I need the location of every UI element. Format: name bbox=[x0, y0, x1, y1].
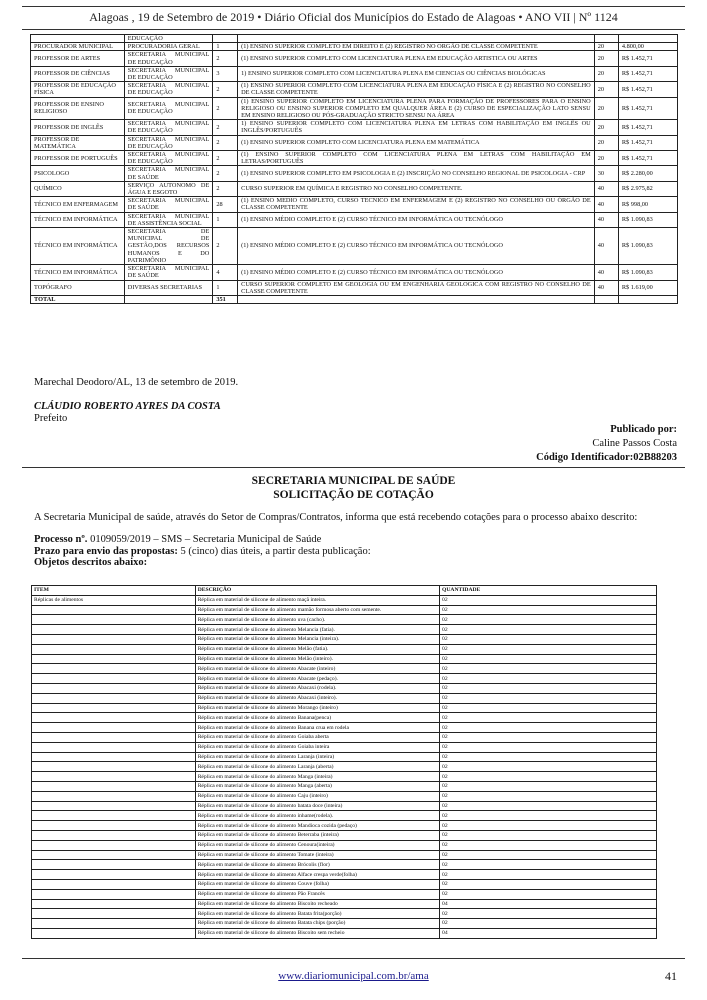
table-row bbox=[32, 909, 657, 919]
item-cell bbox=[32, 830, 196, 840]
description-cell: Réplica em material de silicone do alimento Batata chips (porção) bbox=[195, 919, 439, 929]
table-row bbox=[32, 732, 657, 742]
item-cell bbox=[32, 899, 196, 909]
description-cell: Réplica em material de silicone do alimento Abacate (pedaço). bbox=[195, 674, 439, 684]
item-cell bbox=[32, 615, 196, 625]
table-row bbox=[31, 51, 678, 66]
cargo-cell: PSICOLOGO bbox=[31, 166, 125, 181]
quantity-cell: 02 bbox=[440, 644, 657, 654]
table-row bbox=[32, 762, 657, 772]
table-row bbox=[32, 811, 657, 821]
total-label: TOTAL bbox=[31, 295, 125, 303]
hours-cell: 30 bbox=[594, 166, 618, 181]
quantity-cell: 02 bbox=[440, 772, 657, 782]
published-by-label: Publicado por: bbox=[610, 424, 677, 435]
salary-cell: R$ 998,00 bbox=[618, 197, 677, 212]
hours-cell: 20 bbox=[594, 66, 618, 81]
description-cell: Réplica em material de silicone do alimento Melancia (fatia). bbox=[195, 625, 439, 635]
hours-cell: 40 bbox=[594, 280, 618, 295]
description-cell: Réplica em material de silicone do alimento Banana(penca) bbox=[195, 713, 439, 723]
requirement-cell: CURSO SUPERIOR COMPLETO EM GEOLOGIA OU EM ENGENHARIA GEOLOGICA COM REGISTRO NO CONSELHO DE CLASSE COMPETENTE bbox=[238, 280, 595, 295]
description-cell: Réplica em material de silicone do alimento Beterraba (inteira) bbox=[195, 830, 439, 840]
quantity-cell: 02 bbox=[440, 781, 657, 791]
item-cell bbox=[32, 801, 196, 811]
quantity-cell: 04 bbox=[440, 928, 657, 938]
header-description: DESCRIÇÃO bbox=[195, 586, 439, 596]
salary-cell: R$ 1.090,83 bbox=[618, 265, 677, 280]
cargo-cell: TÉCNICO EM INFORMÁTICA bbox=[31, 228, 125, 265]
item-cell bbox=[32, 644, 196, 654]
description-cell: Réplica em material de silicone do alimento Laranja (inteira) bbox=[195, 752, 439, 762]
description-cell: Réplica em material de silicone do alimento Banana crua em rodela bbox=[195, 723, 439, 733]
item-cell bbox=[32, 732, 196, 742]
secretaria-cell: SECRETARIA MUNICIPAL DE EDUCAÇÃO bbox=[124, 82, 213, 97]
table-row bbox=[32, 928, 657, 938]
hours-cell: 20 bbox=[594, 97, 618, 120]
secretaria-cell: SECRETARIA MUNICIPAL DE EDUCAÇÃO bbox=[124, 151, 213, 166]
secretaria-cell: SECRETARIA MUNICIPAL DE EDUCAÇÃO bbox=[124, 66, 213, 81]
deadline-value: 5 (cinco) dias úteis, a partir desta publicação: bbox=[177, 545, 371, 557]
table-row bbox=[32, 781, 657, 791]
item-cell bbox=[32, 703, 196, 713]
salary-cell: R$ 1.090,83 bbox=[618, 228, 677, 265]
quantity-cell: 02 bbox=[440, 703, 657, 713]
quantity-cell: 02 bbox=[440, 654, 657, 664]
requirement-cell: (1) ENSINO SUPERIOR COMPLETO EM LICENCIATURA PLENA PARA FORMAÇÃO DE PROFESSORES PARA O ENSINO RELIGIOSO OU ENSINO SUPERIOR COMPLETO EM QUALQUER ÁREA E (2) CURSO DE ESPECIALIZAÇÃO LATO SENSU EM ENSINO RELIGIOSO OU PÓS-GRADUAÇÃO STRICTO SENSU NA ÁREA bbox=[238, 97, 595, 120]
vacancies-cell: 1 bbox=[213, 43, 238, 51]
description-cell: Réplica em material de silicone do alimento Melão (inteiro). bbox=[195, 654, 439, 664]
table-row bbox=[32, 625, 657, 635]
description-cell: Réplica em material de silicone do alimento Biscoito sem recheio bbox=[195, 928, 439, 938]
description-cell: Réplica em material de silicone do alimento Laranja (aberta) bbox=[195, 762, 439, 772]
description-cell: Réplica em material de silicone do alimento Abacate (inteiro) bbox=[195, 664, 439, 674]
table-row bbox=[32, 703, 657, 713]
vacancies-cell: 2 bbox=[213, 135, 238, 150]
item-cell bbox=[32, 634, 196, 644]
secretaria-cell: SECRETARIA MUNICIPAL DE EDUCAÇÃO bbox=[124, 51, 213, 66]
quantity-cell: 02 bbox=[440, 595, 657, 605]
table-row bbox=[32, 654, 657, 664]
item-cell bbox=[32, 811, 196, 821]
salary-cell: 4.800,00 bbox=[618, 43, 677, 51]
cargo-cell: TÉCNICO EM INFORMÁTICA bbox=[31, 212, 125, 227]
table-row bbox=[32, 899, 657, 909]
quantity-cell: 02 bbox=[440, 919, 657, 929]
quantity-cell: 02 bbox=[440, 752, 657, 762]
secretaria-cell: SERVIÇO AUTONOMO DE ÁGUA E ESGOTO bbox=[124, 181, 213, 196]
table-row bbox=[32, 605, 657, 615]
table-row bbox=[31, 212, 678, 227]
process-info bbox=[34, 534, 371, 569]
hours-cell: 40 bbox=[594, 228, 618, 265]
hours-cell: 20 bbox=[594, 120, 618, 135]
item-cell bbox=[32, 781, 196, 791]
description-cell: Réplica em material de silicone do alimento Melão (fatia). bbox=[195, 644, 439, 654]
salary-cell: R$ 1.090,83 bbox=[618, 212, 677, 227]
requirement-cell: CURSO SUPERIOR EM QUÍMICA E REGISTRO NO CONSELHO COMPETENTE. bbox=[238, 181, 595, 196]
quantity-cell: 02 bbox=[440, 801, 657, 811]
table-row bbox=[32, 595, 657, 605]
quantity-cell: 02 bbox=[440, 634, 657, 644]
salary-cell bbox=[618, 35, 677, 43]
requirement-cell: (1) ENSINO MEDIO COMPLETO, CURSO TECNICO EM ENFERMAGEM E (2) REGISTRO NO CONSELHO OU ÓRGÃO DE CLASSE COMPETENTE bbox=[238, 197, 595, 212]
description-cell: Réplica em material de silicone do alimento uva (cacho). bbox=[195, 615, 439, 625]
secretaria-cell: EDUCAÇÃO bbox=[124, 35, 213, 43]
vacancies-cell: 28 bbox=[213, 197, 238, 212]
quantity-cell: 02 bbox=[440, 850, 657, 860]
description-cell: Réplica em material de silicone do alimento Caju (inteiro) bbox=[195, 791, 439, 801]
secretaria-cell: SECRETARIA MUNICIPAL DE EDUCAÇÃO bbox=[124, 97, 213, 120]
cargo-cell: TOPÓGRAFO bbox=[31, 280, 125, 295]
table-row bbox=[31, 181, 678, 196]
table-row bbox=[32, 889, 657, 899]
secretaria-cell: SECRETARIA MUNICIPAL DE SAÚDE bbox=[124, 265, 213, 280]
hours-cell: 40 bbox=[594, 265, 618, 280]
item-cell: Réplicas de alimentos bbox=[32, 595, 196, 605]
hours-cell: 20 bbox=[594, 82, 618, 97]
objects-label: Objetos descritos abaixo: bbox=[34, 557, 148, 568]
table-row bbox=[32, 840, 657, 850]
quantity-cell: 02 bbox=[440, 889, 657, 899]
header-top-rule bbox=[22, 6, 685, 7]
cargo-cell: PROFESSOR DE ENSINO RELIGIOSO bbox=[31, 97, 125, 120]
salary-cell: R$ 1.452,71 bbox=[618, 135, 677, 150]
requirement-cell: (1) ENSINO SUPERIOR COMPLETO COM LICENCIATURA PLENA EM LETRAS COM HABILITAÇÃO EM LETRAS/PORTUGUÊS bbox=[238, 151, 595, 166]
table-row bbox=[32, 742, 657, 752]
requirement-cell: (1) ENSINO MÉDIO COMPLETO E (2) CURSO TÉCNICO EM INFORMÁTICA OU TECNÓLOGO bbox=[238, 228, 595, 265]
vacancies-cell bbox=[213, 35, 238, 43]
footer-rule bbox=[22, 958, 685, 959]
signatory-name: CLÁUDIO ROBERTO AYRES DA COSTA bbox=[34, 401, 221, 412]
table-row bbox=[31, 66, 678, 81]
table-row bbox=[32, 879, 657, 889]
vacancies-cell: 2 bbox=[213, 97, 238, 120]
vacancies-cell: 2 bbox=[213, 120, 238, 135]
hours-cell: 40 bbox=[594, 197, 618, 212]
salary-cell: R$ 1.452,71 bbox=[618, 97, 677, 120]
hours-cell: 20 bbox=[594, 43, 618, 51]
item-cell bbox=[32, 762, 196, 772]
table-row bbox=[32, 644, 657, 654]
description-cell: Réplica em material de silicone de alimento maçã inteira. bbox=[195, 595, 439, 605]
quantity-cell: 02 bbox=[440, 674, 657, 684]
vacancies-cell: 2 bbox=[213, 228, 238, 265]
published-by-block bbox=[536, 423, 677, 465]
table-row bbox=[31, 43, 678, 51]
description-cell: Réplica em material de silicone do alimento Couve (folha) bbox=[195, 879, 439, 889]
empty-cell bbox=[124, 295, 213, 303]
quantity-cell: 02 bbox=[440, 615, 657, 625]
total-vacancies: 351 bbox=[213, 295, 238, 303]
description-cell: Réplica em material de silicone do alimento Tomate (inteira) bbox=[195, 850, 439, 860]
requirement-cell: (1) ENSINO SUPERIOR COMPLETO EM PSICOLOGIA E (2) INSCRIÇÃO NO CONSELHO REGIONAL DE PSICOLOGIA - CRP bbox=[238, 166, 595, 181]
item-cell bbox=[32, 605, 196, 615]
place-date: Marechal Deodoro/AL, 13 de setembro de 2019. bbox=[34, 377, 239, 388]
hours-cell: 20 bbox=[594, 51, 618, 66]
section-divider bbox=[22, 467, 685, 468]
table-row bbox=[32, 634, 657, 644]
requirement-cell: (1) ENSINO MÉDIO COMPLETO E (2) CURSO TÉCNICO EM INFORMÁTICA OU TECNÓLOGO bbox=[238, 212, 595, 227]
quantity-cell: 02 bbox=[440, 664, 657, 674]
empty-cell bbox=[618, 295, 677, 303]
requirement-cell: (1) ENSINO SUPERIOR COMPLETO EM DIREITO E (2) REGISTRO NO ORGÃO DE CLASSE COMPETENTE bbox=[238, 43, 595, 51]
cargo-cell: PROFESSOR DE CIÊNCIAS bbox=[31, 66, 125, 81]
header-bottom-rule bbox=[22, 29, 685, 30]
vacancies-cell: 2 bbox=[213, 181, 238, 196]
vacancies-cell: 3 bbox=[213, 66, 238, 81]
salary-cell: R$ 1.452,71 bbox=[618, 51, 677, 66]
salary-cell: R$ 1.452,71 bbox=[618, 66, 677, 81]
quantity-cell: 02 bbox=[440, 821, 657, 831]
quantity-cell: 02 bbox=[440, 732, 657, 742]
cargo-cell bbox=[31, 35, 125, 43]
empty-cell bbox=[238, 295, 595, 303]
cargo-cell: PROFESSOR DE ARTES bbox=[31, 51, 125, 66]
section-title-line2: SOLICITAÇÃO DE COTAÇÃO bbox=[273, 489, 434, 501]
vacancies-cell: 2 bbox=[213, 51, 238, 66]
item-cell bbox=[32, 752, 196, 762]
item-cell bbox=[32, 850, 196, 860]
quantity-cell: 02 bbox=[440, 625, 657, 635]
quantity-cell: 02 bbox=[440, 683, 657, 693]
description-cell: Réplica em material de silicone do alimento Manga (inteira) bbox=[195, 772, 439, 782]
table-row bbox=[32, 772, 657, 782]
requirement-cell bbox=[238, 35, 595, 43]
description-cell: Réplica em material de silicone do alimento mamão formosa aberto com semente. bbox=[195, 605, 439, 615]
table-row bbox=[32, 674, 657, 684]
table-row bbox=[32, 683, 657, 693]
quantity-cell: 04 bbox=[440, 899, 657, 909]
secretaria-cell: PROCURADORIA GERAL bbox=[124, 43, 213, 51]
quantity-cell: 02 bbox=[440, 693, 657, 703]
header-quantity: QUANTIDADE bbox=[440, 586, 657, 596]
description-cell: Réplica em material de silicone do alimento Goiaba inteira bbox=[195, 742, 439, 752]
item-cell bbox=[32, 870, 196, 880]
vacancies-cell: 2 bbox=[213, 151, 238, 166]
table-row bbox=[32, 801, 657, 811]
identifier-code: Código Identificador:02B88203 bbox=[536, 452, 677, 463]
header-item: ITEM bbox=[32, 586, 196, 596]
table-row bbox=[31, 228, 678, 265]
description-cell: Réplica em material de silicone do alimento Abacaxi (rodela). bbox=[195, 683, 439, 693]
deadline-label: Prazo para envio das propostas: bbox=[34, 545, 178, 557]
description-cell: Réplica em material de silicone do alimento Batata frita(porção) bbox=[195, 909, 439, 919]
secretaria-cell: SECRETARIA MUNICIPAL DE SAÚDE bbox=[124, 197, 213, 212]
item-cell bbox=[32, 889, 196, 899]
secretaria-cell: SECRETARIA MUNICIPAL DE SAÚDE bbox=[124, 166, 213, 181]
item-cell bbox=[32, 821, 196, 831]
table-row bbox=[31, 35, 678, 43]
table-row bbox=[31, 265, 678, 280]
cargo-cell: TÉCNICO EM INFORMÁTICA bbox=[31, 265, 125, 280]
description-cell: Réplica em material de silicone do alimento Mandioca cozida (pedaço) bbox=[195, 821, 439, 831]
requirement-cell: (1) ENSINO MÉDIO COMPLETO E (2) CURSO TÉCNICO EM INFORMÁTICA OU TECNÓLOGO bbox=[238, 265, 595, 280]
empty-cell bbox=[594, 295, 618, 303]
description-cell: Réplica em material de silicone do alimento batata doce (inteira) bbox=[195, 801, 439, 811]
quantity-cell: 02 bbox=[440, 860, 657, 870]
description-cell: Réplica em material de silicone do alimento Biscoito recheado bbox=[195, 899, 439, 909]
item-cell bbox=[32, 919, 196, 929]
process-value: 0109059/2019 – SMS – Secretaria Municipal de Saúde bbox=[87, 534, 322, 545]
secretaria-cell: DIVERSAS SECRETARIAS bbox=[124, 280, 213, 295]
hours-cell bbox=[594, 35, 618, 43]
item-cell bbox=[32, 625, 196, 635]
table-row bbox=[31, 120, 678, 135]
table-row bbox=[31, 82, 678, 97]
items-table-header bbox=[32, 586, 657, 596]
quantity-cell: 02 bbox=[440, 742, 657, 752]
total-row bbox=[31, 295, 678, 303]
vacancies-cell: 2 bbox=[213, 166, 238, 181]
table-row bbox=[32, 615, 657, 625]
vacancies-cell: 1 bbox=[213, 212, 238, 227]
description-cell: Réplica em material de silicone do alimento Goiaba aberta bbox=[195, 732, 439, 742]
table-row bbox=[32, 919, 657, 929]
salary-cell: R$ 1.452,71 bbox=[618, 82, 677, 97]
description-cell: Réplica em material de silicone do alimento Melancia (inteira). bbox=[195, 634, 439, 644]
salary-cell: R$ 1.452,71 bbox=[618, 120, 677, 135]
item-cell bbox=[32, 654, 196, 664]
salary-cell: R$ 1.619,00 bbox=[618, 280, 677, 295]
cargo-cell: QUÍMICO bbox=[31, 181, 125, 196]
secretaria-cell: SECRETARIA DE MUNICIPAL DE GESTÃO,DOS RECURSOS HUMANOS E DO PATRIMÔNIO bbox=[124, 228, 213, 265]
description-cell: Réplica em material de silicone do alimento Brócolis (flor) bbox=[195, 860, 439, 870]
item-cell bbox=[32, 860, 196, 870]
vacancies-cell: 4 bbox=[213, 265, 238, 280]
item-cell bbox=[32, 840, 196, 850]
table-row bbox=[32, 664, 657, 674]
table-row bbox=[31, 197, 678, 212]
table-row bbox=[32, 752, 657, 762]
item-cell bbox=[32, 742, 196, 752]
description-cell: Réplica em material de silicone do alimento Cenoura(inteira) bbox=[195, 840, 439, 850]
table-row bbox=[32, 860, 657, 870]
item-cell bbox=[32, 693, 196, 703]
page-number: 41 bbox=[665, 969, 677, 983]
signatory-role: Prefeito bbox=[34, 413, 68, 424]
secretaria-cell: SECRETARIA MUNICIPAL DE EDUCAÇÃO bbox=[124, 135, 213, 150]
item-cell bbox=[32, 791, 196, 801]
vacancies-cell: 2 bbox=[213, 82, 238, 97]
table-row bbox=[31, 97, 678, 120]
table-row bbox=[32, 830, 657, 840]
item-cell bbox=[32, 772, 196, 782]
description-cell: Réplica em material de silicone do alimento Morango (inteiro) bbox=[195, 703, 439, 713]
section-title-line1: SECRETARIA MUNICIPAL DE SAÚDE bbox=[251, 475, 456, 487]
description-cell: Réplica em material de silicone do alimento Manga (aberta) bbox=[195, 781, 439, 791]
hours-cell: 40 bbox=[594, 212, 618, 227]
description-cell: Réplica em material de silicone do alimento Pão Francês bbox=[195, 889, 439, 899]
page-header: Alagoas , 19 de Setembro de 2019 • Diário Oficial dos Municípios do Estado de Alagoas • ANO VII | Nº 1124 bbox=[89, 10, 618, 24]
secretaria-cell: SECRETARIA MUNICIPAL DE EDUCAÇÃO bbox=[124, 120, 213, 135]
footer-website-link[interactable]: www.diariomunicipal.com.br/ama bbox=[278, 970, 429, 982]
salary-cell: R$ 1.452,71 bbox=[618, 151, 677, 166]
cargo-cell: TÉCNICO EM ENFERMAGEM bbox=[31, 197, 125, 212]
salary-cell: R$ 2.280,00 bbox=[618, 166, 677, 181]
item-cell bbox=[32, 879, 196, 889]
item-cell bbox=[32, 674, 196, 684]
table-row bbox=[32, 723, 657, 733]
requirement-cell: (1) ENSINO SUPERIOR COMPLETO COM LICENCIATURA PLENA EM MATEMÁTICA bbox=[238, 135, 595, 150]
table-row bbox=[31, 166, 678, 181]
quantity-cell: 02 bbox=[440, 840, 657, 850]
requirement-cell: (1) ENSINO SUPERIOR COMPLETO COM LICENCIATURA PLENA EM EDUCAÇÃO FÍSICA E (2) REGISTRO NO CONSELHO DE CLASSE COMPETENTE bbox=[238, 82, 595, 97]
salary-cell: R$ 2.975,82 bbox=[618, 181, 677, 196]
item-cell bbox=[32, 683, 196, 693]
section-title bbox=[0, 474, 707, 502]
table-row bbox=[32, 850, 657, 860]
quantity-cell: 02 bbox=[440, 830, 657, 840]
table-row bbox=[32, 693, 657, 703]
quantity-cell: 02 bbox=[440, 605, 657, 615]
quantity-cell: 02 bbox=[440, 909, 657, 919]
quantity-cell: 02 bbox=[440, 713, 657, 723]
table-row bbox=[31, 280, 678, 295]
cargo-cell: PROFESSOR DE EDUCAÇÃO FÍSICA bbox=[31, 82, 125, 97]
section-intro: A Secretaria Municipal de saúde, através do Setor de Compras/Contratos, informa que está recebendo cotações para o processo abaixo descrito: bbox=[34, 512, 638, 523]
item-cell bbox=[32, 723, 196, 733]
item-cell bbox=[32, 928, 196, 938]
item-cell bbox=[32, 909, 196, 919]
requirement-cell: 1) ENSINO SUPERIOR COMPLETO COM LICENCIATURA PLENA EM LETRAS COM HABILITAÇÃO EM INGLÊS OU INGLÊS/PORTUGUÊS bbox=[238, 120, 595, 135]
cargo-cell: PROFESSOR DE INGLÊS bbox=[31, 120, 125, 135]
quantity-cell: 02 bbox=[440, 723, 657, 733]
quantity-cell: 02 bbox=[440, 870, 657, 880]
process-label: Processo nº. bbox=[34, 534, 88, 545]
hours-cell: 20 bbox=[594, 135, 618, 150]
secretaria-cell: SECRETARIA MUNICIPAL DE ASSISTÊNCIA SOCIAL bbox=[124, 212, 213, 227]
quantity-cell: 02 bbox=[440, 879, 657, 889]
vacancies-cell: 1 bbox=[213, 280, 238, 295]
publisher-name: Caline Passos Costa bbox=[592, 438, 677, 449]
table-row bbox=[32, 791, 657, 801]
table-row bbox=[32, 821, 657, 831]
cargo-cell: PROFESSOR DE PORTUGUÊS bbox=[31, 151, 125, 166]
hours-cell: 20 bbox=[594, 151, 618, 166]
description-cell: Réplica em material de silicone do alimento Alface crespa verde(folha) bbox=[195, 870, 439, 880]
requirement-cell: 1) ENSINO SUPERIOR COMPLETO COM LICENCIATURA PLENA EM CIENCIAS OU CIÊNCIAS BIOLÓGICAS bbox=[238, 66, 595, 81]
hours-cell: 40 bbox=[594, 181, 618, 196]
description-cell: Réplica em material de silicone do alimento inhame(rodela). bbox=[195, 811, 439, 821]
table-row bbox=[32, 713, 657, 723]
table-row bbox=[32, 870, 657, 880]
cargo-cell: PROFESSOR DE MATEMÁTICA bbox=[31, 135, 125, 150]
table-row bbox=[31, 151, 678, 166]
vacancy-table bbox=[30, 34, 678, 304]
requirement-cell: (1) ENSINO SUPERIOR COMPLETO COM LICENCIATURA PLENA EM EDUCAÇÃO ARTISTICA OU ARTES bbox=[238, 51, 595, 66]
quantity-cell: 02 bbox=[440, 811, 657, 821]
items-table bbox=[31, 585, 657, 939]
quantity-cell: 02 bbox=[440, 762, 657, 772]
item-cell bbox=[32, 664, 196, 674]
cargo-cell: PROCURADOR MUNICIPAL bbox=[31, 43, 125, 51]
table-row bbox=[31, 135, 678, 150]
quantity-cell: 02 bbox=[440, 791, 657, 801]
item-cell bbox=[32, 713, 196, 723]
description-cell: Réplica em material de silicone do alimento Abacaxi (inteiro). bbox=[195, 693, 439, 703]
